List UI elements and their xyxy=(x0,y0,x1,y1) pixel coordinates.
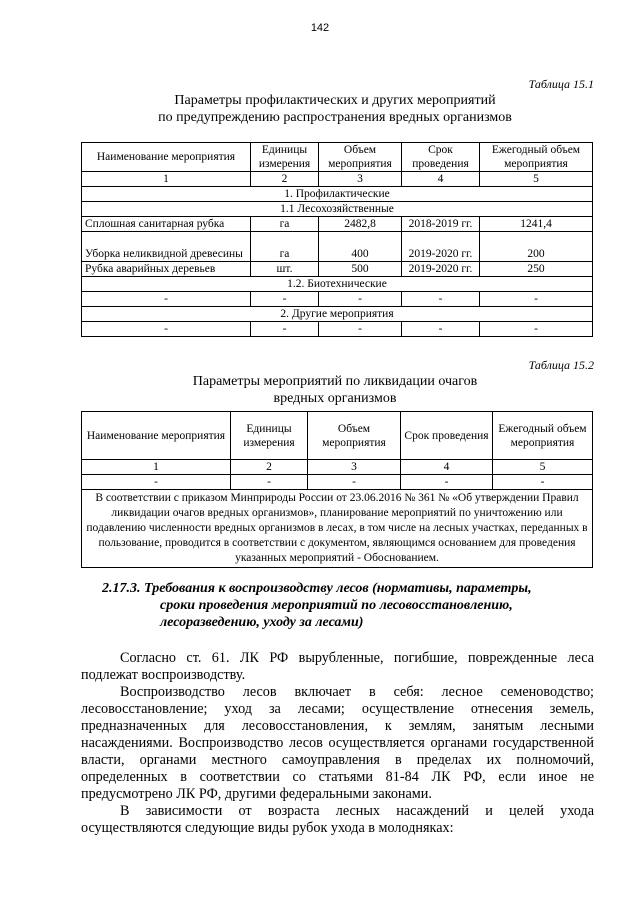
column-number: 5 xyxy=(480,172,593,187)
column-number: 3 xyxy=(319,172,402,187)
cell-dash: - xyxy=(308,475,401,490)
header-cell: Наименование мероприятия xyxy=(82,412,231,460)
cell-dash: - xyxy=(402,322,480,337)
column-number: 4 xyxy=(402,172,480,187)
header-cell: Наименование мероприятия xyxy=(82,143,251,172)
table-title-line: Параметры профилактических и других мероприятий xyxy=(174,93,496,108)
table-row xyxy=(82,475,593,490)
column-number: 1 xyxy=(82,460,231,475)
cell-dash: - xyxy=(82,322,251,337)
cell-dash: - xyxy=(251,322,319,337)
cell-dash: - xyxy=(319,322,402,337)
column-number: 1 xyxy=(82,172,251,187)
table-prophylactic xyxy=(81,142,593,337)
table-title-line: по предупреждению распространения вредных организмов xyxy=(158,110,512,125)
cell-volume: 400 xyxy=(319,232,402,262)
cell-dash: - xyxy=(401,475,493,490)
cell-term: 2019-2020 гг. xyxy=(402,232,480,262)
cell-dash: - xyxy=(480,292,593,307)
section-heading-line: сроки проведения мероприятий по лесовосстановлению, xyxy=(160,598,513,613)
section-row: 1.2. Биотехнические xyxy=(82,277,593,292)
table-row xyxy=(82,292,593,307)
paragraph: Согласно ст. 61. ЛК РФ вырубленные, погибшие, поврежденные леса подлежат воспроизводству. xyxy=(81,650,594,683)
table-liquidation xyxy=(81,411,593,568)
cell-volume: 500 xyxy=(319,262,402,277)
cell-term: 2019-2020 гг. xyxy=(402,262,480,277)
cell-annual: 200 xyxy=(480,232,593,262)
table-title-line: вредных организмов xyxy=(273,391,397,406)
cell-annual: 250 xyxy=(480,262,593,277)
header-cell: Объем мероприятия xyxy=(308,412,401,460)
column-number: 3 xyxy=(308,460,401,475)
section-heading-line: лесоразведению, уходу за лесами) xyxy=(160,615,364,630)
column-number: 2 xyxy=(251,172,319,187)
cell-dash: - xyxy=(480,322,593,337)
header-cell: Единицы измерения xyxy=(251,143,319,172)
section-row: 1.1 Лесохозяйственные xyxy=(82,202,593,217)
body-text xyxy=(81,650,594,837)
table-row xyxy=(82,322,593,337)
paragraph: Воспроизводство лесов включает в себя: лесное семеноводство; лесовосстановление; уход за лесами; осуществление отнесения земель, предназначенных для лесовосстановления, к землям, занятым лесными насаждениями. Воспроизводство лесов осуществляется органами государственной власти, органами местного самоуправления в пределах их полномочий, определенных в соответствии со статьями 81-84 ЛК РФ, если иное не предусмотрено ЛК РФ, другими федеральными законами. xyxy=(81,684,594,802)
header-cell: Срок проведения xyxy=(401,412,493,460)
cell-term: 2018-2019 гг. xyxy=(402,217,480,232)
column-number: 4 xyxy=(401,460,493,475)
table-note: В соответствии с приказом Минприроды России от 23.06.2016 № 361 № «Об утверждении Правил ликвидации очагов вредных организмов», планирование мероприятий по уничтожению или подавлению численности вредных организмов в лесах, в том числе на лесных участках, переданных в пользование, проводится в соответствии с документом, являющимся основанием для проведения указанных мероприятий - Обоснованием. xyxy=(82,490,593,568)
table-row xyxy=(82,217,593,232)
cell-dash: - xyxy=(251,292,319,307)
cell-unit: шт. xyxy=(251,262,319,277)
table-row xyxy=(82,262,593,277)
cell-unit: га xyxy=(251,217,319,232)
page-number: 142 xyxy=(310,22,330,34)
cell-dash: - xyxy=(82,475,231,490)
cell-dash: - xyxy=(493,475,593,490)
header-cell: Срок проведения xyxy=(402,143,480,172)
section-row: 2. Другие мероприятия xyxy=(82,307,593,322)
header-cell: Ежегодный объем мероприятия xyxy=(480,143,593,172)
cell-name: Рубка аварийных деревьев xyxy=(82,262,251,277)
table-title xyxy=(70,92,600,126)
cell-dash: - xyxy=(402,292,480,307)
table-title xyxy=(70,373,600,407)
section-heading xyxy=(102,580,594,631)
cell-dash: - xyxy=(231,475,308,490)
cell-dash: - xyxy=(82,292,251,307)
table-caption: Таблица 15.2 xyxy=(528,358,594,372)
header-cell: Единицы измерения xyxy=(231,412,308,460)
cell-name: Сплошная санитарная рубка xyxy=(82,217,251,232)
table-title-line: Параметры мероприятий по ликвидации очагов xyxy=(192,374,478,389)
column-number: 5 xyxy=(493,460,593,475)
cell-annual: 1241,4 xyxy=(480,217,593,232)
section-heading-line: 2.17.3. Требования к воспроизводству лесов (нормативы, параметры, xyxy=(102,581,532,596)
header-cell: Объем мероприятия xyxy=(319,143,402,172)
section-row: 1. Профилактические xyxy=(82,187,593,202)
paragraph: В зависимости от возраста лесных насаждений и целей ухода осуществляются следующие виды рубок ухода в молодняках: xyxy=(81,803,594,836)
cell-dash: - xyxy=(319,292,402,307)
cell-name: Уборка неликвидной древесины xyxy=(82,232,251,262)
cell-unit: га xyxy=(251,232,319,262)
table-caption: Таблица 15.1 xyxy=(528,77,594,91)
header-cell: Ежегодный объем мероприятия xyxy=(493,412,593,460)
table-row xyxy=(82,232,593,262)
column-number: 2 xyxy=(231,460,308,475)
cell-volume: 2482,8 xyxy=(319,217,402,232)
